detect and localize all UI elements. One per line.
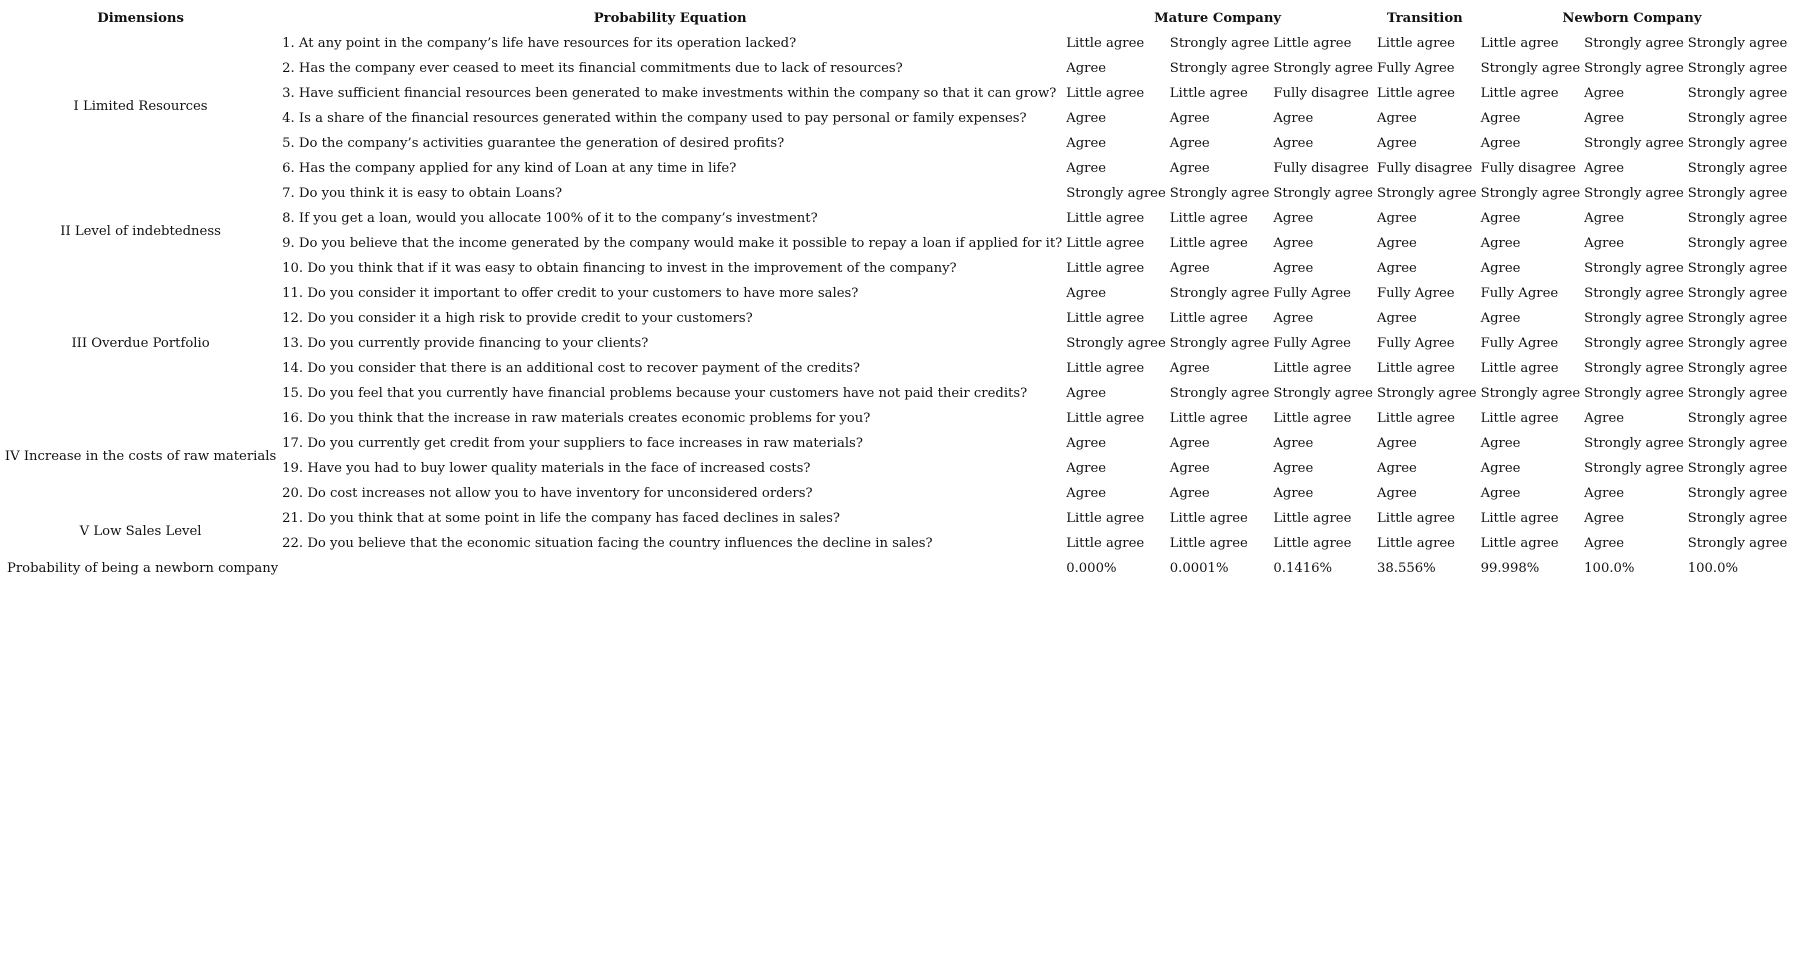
question-cell: 12. Do you consider it a high risk to provide credit to your customers? [282, 311, 753, 326]
dimension-label: III Overdue Portfolio [71, 336, 210, 351]
answer-cell: Fully Agree [1376, 336, 1455, 351]
table-row [3, 181, 1787, 206]
answer-cell: Agree [1066, 386, 1107, 401]
answer-cell: Strongly agree [1376, 186, 1477, 201]
answer-cell: Strongly agree [1687, 461, 1788, 476]
answer-cell: Fully disagree [1273, 86, 1369, 101]
answer-cell: Strongly agree [1687, 386, 1788, 401]
probability-value: 0.1416% [1273, 561, 1333, 576]
answer-cell: Strongly agree [1687, 511, 1788, 526]
answer-cell: Fully Agree [1376, 286, 1455, 301]
question-cell: 15. Do you feel that you currently have financial problems because your customers have not paid their credits? [282, 386, 1028, 401]
answer-cell: Strongly agree [1687, 136, 1788, 151]
question-cell: 22. Do you believe that the economic situation facing the country influences the decline in sales? [282, 536, 933, 551]
answer-cell: Agree [1376, 236, 1417, 251]
answer-cell: Agree [1376, 436, 1417, 451]
probability-value: 100.0% [1687, 561, 1739, 576]
answer-cell: Agree [1480, 211, 1521, 226]
answer-cell: Fully disagree [1376, 161, 1473, 176]
answer-cell: Strongly agree [1169, 286, 1270, 301]
answer-cell: Little agree [1066, 411, 1145, 426]
answer-cell: Little agree [1376, 511, 1455, 526]
header-row [3, 6, 1787, 31]
answer-cell: Agree [1169, 361, 1210, 376]
answer-cell: Little agree [1273, 361, 1352, 376]
answer-cell: Agree [1376, 311, 1417, 326]
answer-cell: Agree [1066, 61, 1107, 76]
answer-cell: Agree [1169, 486, 1210, 501]
answer-cell: Strongly agree [1584, 61, 1684, 76]
answer-cell: Little agree [1169, 86, 1248, 101]
answer-cell: Agree [1066, 461, 1107, 476]
answer-cell: Agree [1584, 161, 1625, 176]
table-row [3, 281, 1787, 306]
answer-cell: Agree [1480, 436, 1521, 451]
answer-cell: Strongly agree [1584, 386, 1684, 401]
answer-cell: Agree [1169, 436, 1210, 451]
answer-cell: Little agree [1169, 311, 1248, 326]
answer-cell: Strongly agree [1687, 61, 1788, 76]
answer-cell: Agree [1066, 161, 1107, 176]
probability-value: 38.556% [1376, 561, 1436, 576]
answer-cell: Agree [1584, 511, 1625, 526]
answer-cell: Strongly agree [1169, 61, 1270, 76]
question-cell: 10. Do you think that if it was easy to obtain financing to invest in the improvement of the company? [282, 261, 957, 276]
answer-cell: Strongly agree [1480, 61, 1581, 76]
dimensions-header: Dimensions [97, 11, 184, 26]
answer-cell: Strongly agree [1687, 211, 1788, 226]
answer-cell: Little agree [1066, 236, 1145, 251]
answer-cell: Strongly agree [1584, 336, 1684, 351]
probability-value: 99.998% [1480, 561, 1540, 576]
answer-cell: Little agree [1169, 511, 1248, 526]
probability-value: 0.000% [1066, 561, 1117, 576]
answer-cell: Little agree [1376, 411, 1455, 426]
answer-cell: Agree [1376, 261, 1417, 276]
answer-cell: Little agree [1066, 211, 1145, 226]
answer-cell: Strongly agree [1687, 186, 1788, 201]
answer-cell: Agree [1169, 461, 1210, 476]
answer-cell: Agree [1480, 136, 1521, 151]
answer-cell: Strongly agree [1584, 361, 1684, 376]
answer-cell: Agree [1480, 111, 1521, 126]
answer-cell: Strongly agree [1066, 186, 1166, 201]
answer-cell: Strongly agree [1584, 261, 1684, 276]
answer-cell: Agree [1273, 111, 1314, 126]
answer-cell: Agree [1066, 136, 1107, 151]
answer-cell: Strongly agree [1584, 136, 1684, 151]
answer-cell: Strongly agree [1480, 186, 1581, 201]
question-cell: 19. Have you had to buy lower quality materials in the face of increased costs? [282, 461, 811, 476]
answer-cell: Strongly agree [1584, 36, 1684, 51]
question-cell: 21. Do you think that at some point in life the company has faced declines in sales? [282, 511, 840, 526]
answer-cell: Little agree [1480, 511, 1559, 526]
answer-cell: Agree [1376, 211, 1417, 226]
answer-cell: Agree [1584, 86, 1625, 101]
answer-cell: Fully Agree [1480, 336, 1559, 351]
answer-cell: Agree [1376, 461, 1417, 476]
answer-cell: Strongly agree [1273, 61, 1373, 76]
question-cell: 8. If you get a loan, would you allocate 100% of it to the company’s investment? [282, 211, 818, 226]
answer-cell: Agree [1066, 486, 1107, 501]
answer-cell: Strongly agree [1687, 411, 1788, 426]
question-cell: 17. Do you currently get credit from your suppliers to face increases in raw materials? [282, 436, 863, 451]
question-cell: 5. Do the company’s activities guarantee the generation of desired profits? [282, 136, 785, 151]
question-cell: 20. Do cost increases not allow you to have inventory for unconsidered orders? [282, 486, 813, 501]
mature-company-header: Mature Company [1154, 11, 1282, 26]
question-cell: 14. Do you consider that there is an additional cost to recover payment of the credits? [282, 361, 860, 376]
dimension-label: IV Increase in the costs of raw materials [4, 448, 277, 464]
answer-cell: Fully Agree [1273, 336, 1351, 351]
answer-cell: Little agree [1169, 211, 1248, 226]
dimension-label: V Low Sales Level [79, 523, 202, 539]
answer-cell: Agree [1480, 461, 1521, 476]
answer-cell: Agree [1584, 211, 1625, 226]
newborn-company-header: Newborn Company [1562, 11, 1702, 26]
question-cell: 6. Has the company applied for any kind of Loan at any time in life? [282, 161, 737, 176]
answer-cell: Strongly agree [1584, 461, 1684, 476]
answer-cell: Agree [1480, 236, 1521, 251]
table-body [3, 31, 1787, 581]
answer-cell: Agree [1169, 111, 1210, 126]
question-cell: 9. Do you believe that the income generated by the company would make it possible to repay a loan if applied for it? [282, 236, 1063, 251]
answer-cell: Strongly agree [1687, 161, 1788, 176]
equation-header: Probability Equation [593, 11, 747, 26]
answer-cell: Little agree [1376, 361, 1455, 376]
answer-cell: Strongly agree [1273, 186, 1373, 201]
answer-cell: Agree [1273, 461, 1314, 476]
answer-cell: Strongly agree [1169, 336, 1270, 351]
question-cell: 7. Do you think it is easy to obtain Loans? [282, 186, 563, 201]
answer-cell: Strongly agree [1687, 361, 1788, 376]
probability-value: 0.0001% [1169, 561, 1229, 576]
question-cell: 16. Do you think that the increase in raw materials creates economic problems for you? [282, 411, 871, 426]
answer-cell: Agree [1273, 136, 1314, 151]
answer-cell: Strongly agree [1584, 436, 1684, 451]
question-cell: 4. Is a share of the financial resources generated within the company used to pay personal or family expenses? [282, 111, 1027, 126]
answer-cell: Little agree [1273, 536, 1352, 551]
answer-cell: Agree [1169, 161, 1210, 176]
answer-cell: Agree [1584, 536, 1625, 551]
answer-cell: Little agree [1480, 411, 1559, 426]
answer-cell: Little agree [1066, 536, 1145, 551]
question-cell: 1. At any point in the company’s life have resources for its operation lacked? [282, 36, 797, 51]
answer-cell: Little agree [1066, 36, 1145, 51]
answer-cell: Agree [1169, 136, 1210, 151]
answer-cell: Agree [1376, 136, 1417, 151]
answer-cell: Agree [1169, 261, 1210, 276]
probability-label: Probability of being a newborn company [7, 561, 279, 576]
answer-cell: Agree [1066, 436, 1107, 451]
question-cell: 13. Do you currently provide financing to your clients? [282, 336, 649, 351]
answer-cell: Strongly agree [1687, 336, 1788, 351]
answer-cell: Little agree [1169, 411, 1248, 426]
empty-cell [278, 556, 1062, 581]
dimension-label: II Level of indebtedness [60, 223, 221, 239]
answer-cell: Strongly agree [1687, 261, 1788, 276]
answer-cell: Little agree [1480, 86, 1559, 101]
answer-cell: Agree [1480, 261, 1521, 276]
answer-cell: Little agree [1376, 536, 1455, 551]
answer-cell: Fully Agree [1480, 286, 1559, 301]
answer-cell: Agree [1066, 111, 1107, 126]
answer-cell: Strongly agree [1687, 36, 1788, 51]
answer-cell: Agree [1066, 286, 1107, 301]
answer-cell: Strongly agree [1169, 386, 1270, 401]
table-row [3, 506, 1787, 531]
answer-cell: Agree [1584, 411, 1625, 426]
question-cell: 2. Has the company ever ceased to meet its financial commitments due to lack of resources? [282, 61, 903, 76]
answer-cell: Strongly agree [1273, 386, 1373, 401]
dimension-label: I Limited Resources [73, 98, 208, 114]
answer-cell: Strongly agree [1687, 286, 1788, 301]
answer-cell: Strongly agree [1169, 186, 1270, 201]
answer-cell: Little agree [1480, 36, 1559, 51]
answer-cell: Little agree [1066, 261, 1145, 276]
answer-cell: Fully Agree [1273, 286, 1351, 301]
answer-cell: Agree [1273, 311, 1314, 326]
answer-cell: Strongly agree [1687, 436, 1788, 451]
answer-cell: Agree [1273, 236, 1314, 251]
answer-cell: Little agree [1273, 411, 1352, 426]
answer-cell: Little agree [1273, 36, 1352, 51]
answer-cell: Agree [1273, 486, 1314, 501]
answer-cell: Strongly agree [1066, 336, 1166, 351]
table-row [3, 406, 1787, 431]
answer-cell: Agree [1584, 111, 1625, 126]
answer-cell: Strongly agree [1687, 111, 1788, 126]
answer-cell: Strongly agree [1169, 36, 1270, 51]
probability-table [3, 6, 1787, 581]
answer-cell: Strongly agree [1687, 486, 1788, 501]
answer-cell: Little agree [1066, 86, 1145, 101]
answer-cell: Fully Agree [1376, 61, 1455, 76]
answer-cell: Fully disagree [1480, 161, 1576, 176]
answer-cell: Agree [1584, 236, 1625, 251]
answer-cell: Little agree [1376, 86, 1455, 101]
answer-cell: Strongly agree [1584, 286, 1684, 301]
probability-value: 100.0% [1584, 561, 1635, 576]
answer-cell: Little agree [1066, 311, 1145, 326]
answer-cell: Little agree [1169, 236, 1248, 251]
answer-cell: Fully disagree [1273, 161, 1369, 176]
answer-cell: Strongly agree [1687, 236, 1788, 251]
probability-row [3, 556, 1787, 581]
answer-cell: Little agree [1480, 361, 1559, 376]
answer-cell: Little agree [1273, 511, 1352, 526]
answer-cell: Agree [1273, 436, 1314, 451]
answer-cell: Little agree [1480, 536, 1559, 551]
answer-cell: Strongly agree [1687, 311, 1788, 326]
answer-cell: Little agree [1376, 36, 1455, 51]
answer-cell: Little agree [1066, 361, 1145, 376]
answer-cell: Strongly agree [1584, 186, 1684, 201]
transition-header: Transition [1386, 11, 1463, 26]
answer-cell: Strongly agree [1480, 386, 1581, 401]
answer-cell: Strongly agree [1584, 311, 1684, 326]
answer-cell: Little agree [1169, 536, 1248, 551]
answer-cell: Strongly agree [1687, 536, 1788, 551]
table-row [3, 31, 1787, 56]
answer-cell: Strongly agree [1376, 386, 1477, 401]
answer-cell: Agree [1376, 111, 1417, 126]
question-cell: 3. Have sufficient financial resources been generated to make investments within the company so that it can grow? [282, 86, 1057, 101]
answer-cell: Agree [1584, 486, 1625, 501]
question-cell: 11. Do you consider it important to offer credit to your customers to have more sales? [282, 286, 859, 301]
answer-cell: Strongly agree [1687, 86, 1788, 101]
answer-cell: Agree [1376, 486, 1417, 501]
answer-cell: Agree [1480, 486, 1521, 501]
answer-cell: Agree [1480, 311, 1521, 326]
answer-cell: Little agree [1066, 511, 1145, 526]
answer-cell: Agree [1273, 261, 1314, 276]
answer-cell: Agree [1273, 211, 1314, 226]
